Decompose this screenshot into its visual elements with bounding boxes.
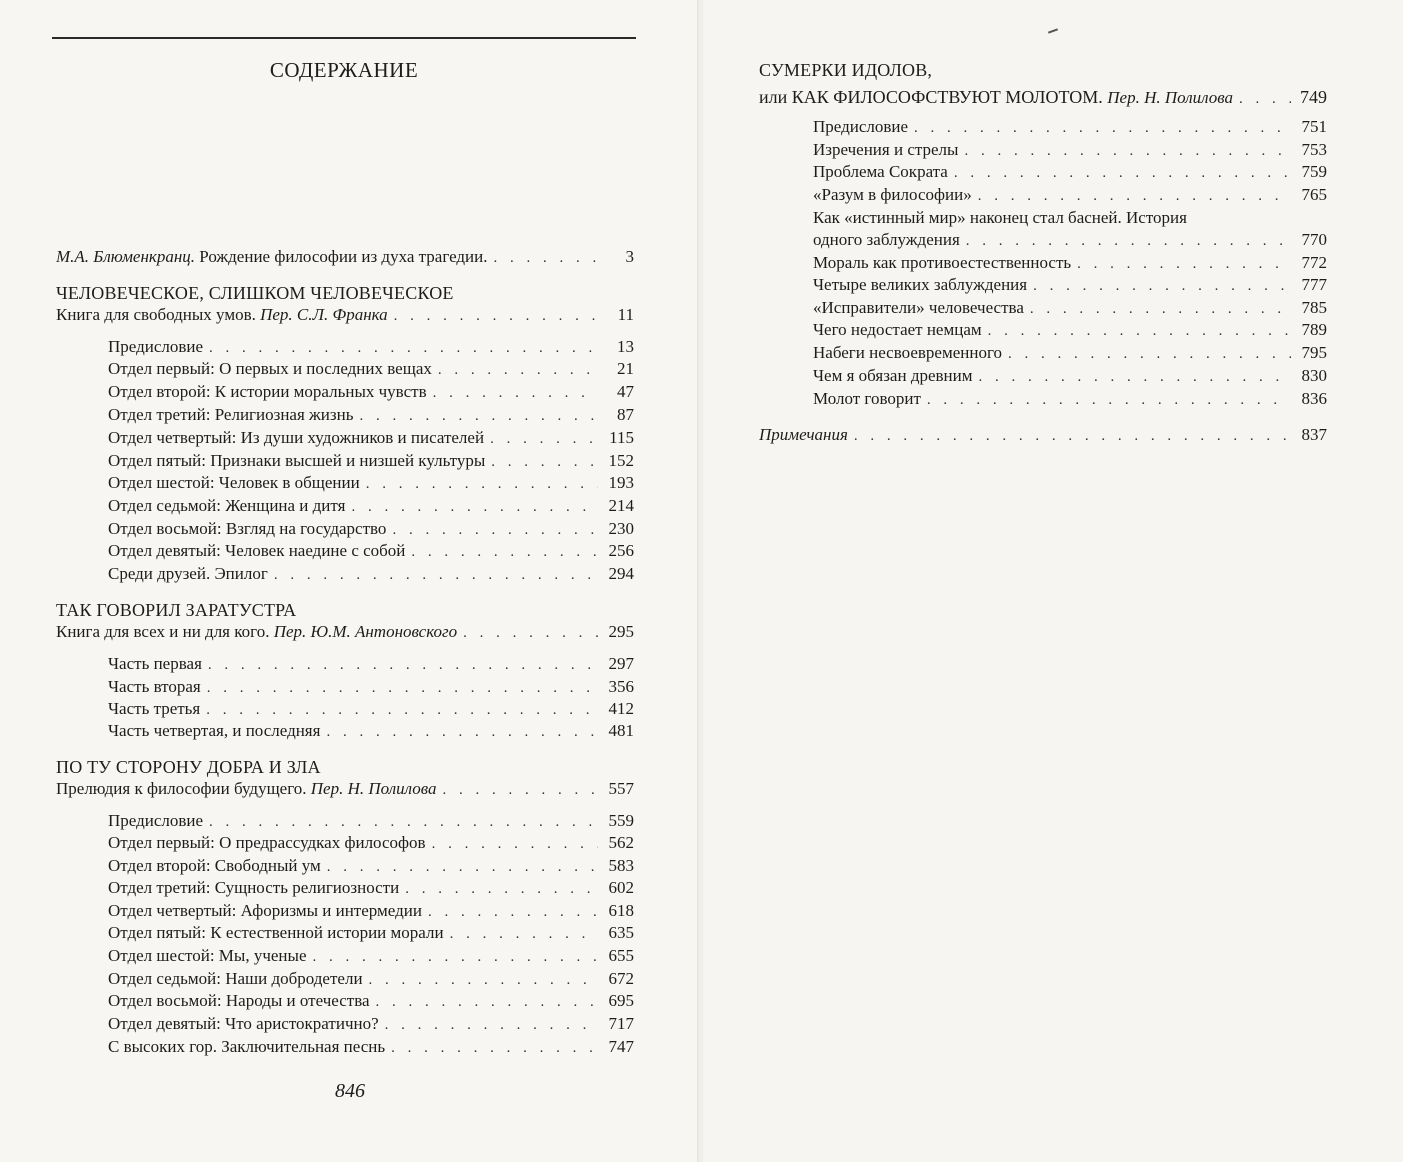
toc-entry[interactable] (813, 365, 1327, 387)
toc-label-line1: Как «истинный мир» наконец стал басней. История (813, 208, 1187, 227)
toc-entry[interactable] (108, 832, 634, 854)
book-translator: Пер. Ю.М. Антоновского (273, 622, 458, 641)
toc-entry-intro[interactable] (56, 246, 634, 268)
toc-page: 297 (608, 654, 634, 673)
toc-page: 559 (608, 811, 634, 830)
leader-dots (369, 969, 598, 990)
toc-label: Часть четвертая, и последняя (108, 721, 321, 740)
toc-page: 836 (1301, 389, 1327, 408)
section-title-human[interactable]: ЧЕЛОВЕЧЕСКОЕ, СЛИШКОМ ЧЕЛОВЕЧЕСКОЕ (56, 283, 454, 303)
book-translator: Пер. Н. Полилова (310, 779, 437, 798)
toc-page: 772 (1301, 253, 1327, 272)
toc-entry[interactable] (108, 404, 634, 426)
toc-entry[interactable] (108, 563, 634, 585)
leader-dots (274, 564, 598, 585)
toc-page: 562 (608, 833, 634, 852)
toc-page: 747 (608, 1037, 634, 1056)
toc-label: Отдел пятый: Признаки высшей и низшей культуры (108, 451, 486, 470)
toc-label: Мораль как противоестественность (813, 253, 1072, 272)
book-translator: Пер. С.Л. Франка (260, 305, 388, 324)
toc-entry[interactable] (813, 116, 1327, 138)
toc-entry[interactable] (813, 161, 1327, 183)
toc-entry[interactable] (108, 336, 634, 358)
toc-entry[interactable] (108, 381, 634, 403)
toc-label: Отдел пятый: К естественной истории морали (108, 923, 444, 942)
toc-entry[interactable] (108, 922, 634, 944)
section-title-beyond[interactable]: ПО ТУ СТОРОНУ ДОБРА И ЗЛА (56, 757, 321, 777)
leader-dots (954, 162, 1291, 183)
toc-entry[interactable] (108, 495, 634, 517)
toc-entry[interactable] (108, 653, 634, 675)
toc-page: 87 (617, 405, 634, 424)
leader-dots (326, 721, 598, 742)
leader-dots (854, 425, 1291, 446)
toc-page: 481 (608, 721, 634, 740)
notes-label: Примечания (759, 425, 848, 444)
toc-entry[interactable] (108, 427, 634, 449)
leader-dots (209, 337, 598, 358)
toc-page: 635 (608, 923, 634, 942)
toc-label: Проблема Сократа (813, 162, 948, 181)
toc-label: Часть третья (108, 699, 201, 718)
toc-page: 21 (617, 359, 634, 378)
toc-page: 230 (608, 519, 634, 538)
leader-dots (394, 305, 598, 326)
toc-page: 294 (608, 564, 634, 583)
right-page (703, 0, 1403, 1162)
leader-dots (450, 923, 598, 944)
toc-label: С высоких гор. Заключительная песнь (108, 1037, 386, 1056)
toc-page: 256 (608, 541, 634, 560)
toc-entry[interactable] (108, 358, 634, 380)
book-page: 557 (608, 779, 634, 798)
print-mark (1048, 28, 1058, 33)
toc-page: 717 (608, 1014, 634, 1033)
toc-label: Отдел восьмой: Народы и отечества (108, 991, 370, 1010)
toc-entry[interactable] (108, 472, 634, 494)
toc-entry[interactable] (108, 855, 634, 877)
toc-entry[interactable] (108, 720, 634, 742)
leader-dots (208, 654, 598, 675)
leader-dots (490, 428, 598, 449)
toc-entry[interactable] (813, 388, 1327, 410)
book-title: Книга для свободных умов. (56, 305, 256, 324)
leader-dots (463, 622, 598, 643)
toc-page: 214 (608, 496, 634, 515)
toc-label: «Разум в философии» (813, 185, 972, 204)
toc-entry[interactable] (813, 319, 1327, 341)
toc-entry[interactable] (813, 297, 1327, 319)
leader-dots (385, 1014, 598, 1035)
toc-page: 777 (1301, 275, 1327, 294)
toc-entry[interactable] (108, 810, 634, 832)
leader-dots (366, 473, 598, 494)
section-title-zarathustra[interactable]: ТАК ГОВОРИЛ ЗАРАТУСТРА (56, 600, 297, 620)
page-number: 846 (335, 1080, 365, 1102)
leader-dots (327, 856, 598, 877)
leader-dots (1030, 298, 1291, 319)
toc-label: Предисловие (108, 811, 204, 830)
toc-label: Часть первая (108, 654, 202, 673)
intro-page: 3 (625, 247, 634, 266)
toc-page: 412 (608, 699, 634, 718)
leader-dots (979, 366, 1292, 387)
leader-dots (313, 946, 599, 967)
book-page: 11 (617, 305, 634, 324)
toc-page: 193 (608, 473, 634, 492)
toc-entry[interactable] (108, 945, 634, 967)
leader-dots (392, 519, 598, 540)
toc-entry[interactable] (108, 1036, 634, 1058)
toc-page: 789 (1301, 320, 1327, 339)
toc-label: Предисловие (108, 337, 204, 356)
toc-label: Отдел девятый: Что аристократично? (108, 1014, 379, 1033)
toc-entry-book[interactable] (759, 86, 1327, 108)
toc-entry[interactable] (813, 252, 1327, 274)
section-title-line2: или КАК ФИЛОСОФСТВУЮТ МОЛОТОМ. (759, 87, 1103, 107)
toc-entry[interactable] (813, 184, 1327, 206)
toc-page: 672 (608, 969, 634, 988)
book-page: 749 (1300, 87, 1327, 107)
toc-entry[interactable] (108, 540, 634, 562)
toc-entry-notes[interactable] (759, 424, 1327, 446)
toc-page: 13 (617, 337, 634, 356)
toc-label: Набеги несвоевременного (813, 343, 1003, 362)
toc-label: Чем я обязан древним (813, 366, 973, 385)
leader-dots (927, 389, 1291, 410)
book-title: Книга для всех и ни для кого. (56, 622, 270, 641)
toc-entry-multiline[interactable] (813, 207, 1327, 251)
notes-page: 837 (1301, 425, 1327, 444)
book-title: Прелюдия к философии будущего. (56, 779, 307, 798)
book-translator: Пер. Н. Полилова (1107, 88, 1234, 107)
toc-entry[interactable] (108, 676, 634, 698)
toc-label: Изречения и стрелы (813, 140, 959, 159)
leader-dots (433, 382, 598, 403)
leader-dots (206, 699, 598, 720)
toc-page: 770 (1301, 230, 1327, 249)
toc-entry[interactable] (108, 698, 634, 720)
leader-dots (914, 117, 1291, 138)
toc-page: 602 (608, 878, 634, 897)
leader-dots (351, 496, 598, 517)
left-page (0, 0, 700, 1162)
leader-dots (411, 541, 598, 562)
toc-page: 583 (608, 856, 634, 875)
toc-label: Отдел третий: Религиозная жизнь (108, 405, 354, 424)
toc-page: 655 (608, 946, 634, 965)
top-rule (52, 37, 636, 39)
toc-entry[interactable] (813, 139, 1327, 161)
toc-label: Предисловие (813, 117, 909, 136)
toc-entry[interactable] (813, 342, 1327, 364)
leader-dots (966, 230, 1291, 251)
toc-entry[interactable] (108, 990, 634, 1012)
leader-dots (405, 878, 598, 899)
leader-dots (1239, 88, 1291, 108)
toc-page: 152 (608, 451, 634, 470)
toc-label: Отдел четвертый: Афоризмы и интермедии (108, 901, 422, 920)
intro-author: М.А. Блюменкранц. (56, 247, 196, 266)
toc-entry-book[interactable] (56, 304, 634, 326)
intro-title: Рождение философии из духа трагедии. (199, 247, 488, 266)
toc-label: Отдел шестой: Человек в общении (108, 473, 360, 492)
toc-label: Отдел восьмой: Взгляд на государство (108, 519, 387, 538)
toc-page: 830 (1301, 366, 1327, 385)
leader-dots (443, 779, 598, 800)
toc-label-line2: одного заблуждения (813, 230, 960, 249)
leader-dots (978, 185, 1291, 206)
toc-label: Отдел третий: Сущность религиозности (108, 878, 400, 897)
toc-page: 47 (617, 382, 634, 401)
toc-page: 753 (1301, 140, 1327, 159)
leader-dots (1008, 343, 1291, 364)
toc-page: 618 (608, 901, 634, 920)
leader-dots (1077, 253, 1291, 274)
leader-dots (209, 811, 598, 832)
toc-label: Отдел шестой: Мы, ученые (108, 946, 307, 965)
toc-page: 795 (1301, 343, 1327, 362)
toc-label: Отдел четвертый: Из души художников и писателей (108, 428, 485, 447)
toc-label: «Исправители» человечества (813, 298, 1024, 317)
leader-dots (491, 451, 598, 472)
section-title-twilight[interactable]: СУМЕРКИ ИДОЛОВ, (759, 60, 933, 80)
toc-label: Отдел второй: К истории моральных чувств (108, 382, 427, 401)
book-page: 295 (608, 622, 634, 641)
toc-label: Отдел девятый: Человек наедине с собой (108, 541, 406, 560)
toc-entry[interactable] (108, 900, 634, 922)
toc-entry[interactable] (813, 274, 1327, 296)
toc-label: Часть вторая (108, 677, 201, 696)
leader-dots (494, 247, 599, 268)
leader-dots (964, 140, 1291, 161)
toc-page: 695 (608, 991, 634, 1010)
leader-dots (359, 405, 598, 426)
toc-entry[interactable] (108, 877, 634, 899)
leader-dots (207, 677, 598, 698)
toc-label: Отдел первый: О первых и последних вещах (108, 359, 432, 378)
toc-label: Молот говорит (813, 389, 921, 408)
toc-entry[interactable] (108, 1013, 634, 1035)
toc-entry[interactable] (108, 968, 634, 990)
leader-dots (988, 320, 1291, 341)
toc-label: Четыре великих заблуждения (813, 275, 1028, 294)
toc-entry[interactable] (108, 518, 634, 540)
toc-page: 356 (608, 677, 634, 696)
toc-entry-book[interactable] (56, 778, 634, 800)
toc-label: Отдел седьмой: Наши добродетели (108, 969, 363, 988)
page-title: СОДЕРЖАНИЕ (269, 58, 419, 82)
toc-label: Отдел второй: Свободный ум (108, 856, 321, 875)
leader-dots (391, 1037, 598, 1058)
toc-entry-book[interactable] (56, 621, 634, 643)
toc-page: 785 (1301, 298, 1327, 317)
toc-entry[interactable] (108, 450, 634, 472)
leader-dots (432, 833, 598, 854)
leader-dots (1033, 275, 1291, 296)
toc-page: 115 (609, 428, 634, 447)
leader-dots (438, 359, 598, 380)
toc-label: Среди друзей. Эпилог (108, 564, 268, 583)
toc-page: 765 (1301, 185, 1327, 204)
toc-label: Чего недостает немцам (813, 320, 982, 339)
leader-dots (376, 991, 598, 1012)
toc-label: Отдел первый: О предрассудках философов (108, 833, 426, 852)
toc-page: 759 (1301, 162, 1327, 181)
toc-page: 751 (1301, 117, 1327, 136)
toc-label: Отдел седьмой: Женщина и дитя (108, 496, 346, 515)
leader-dots (428, 901, 598, 922)
